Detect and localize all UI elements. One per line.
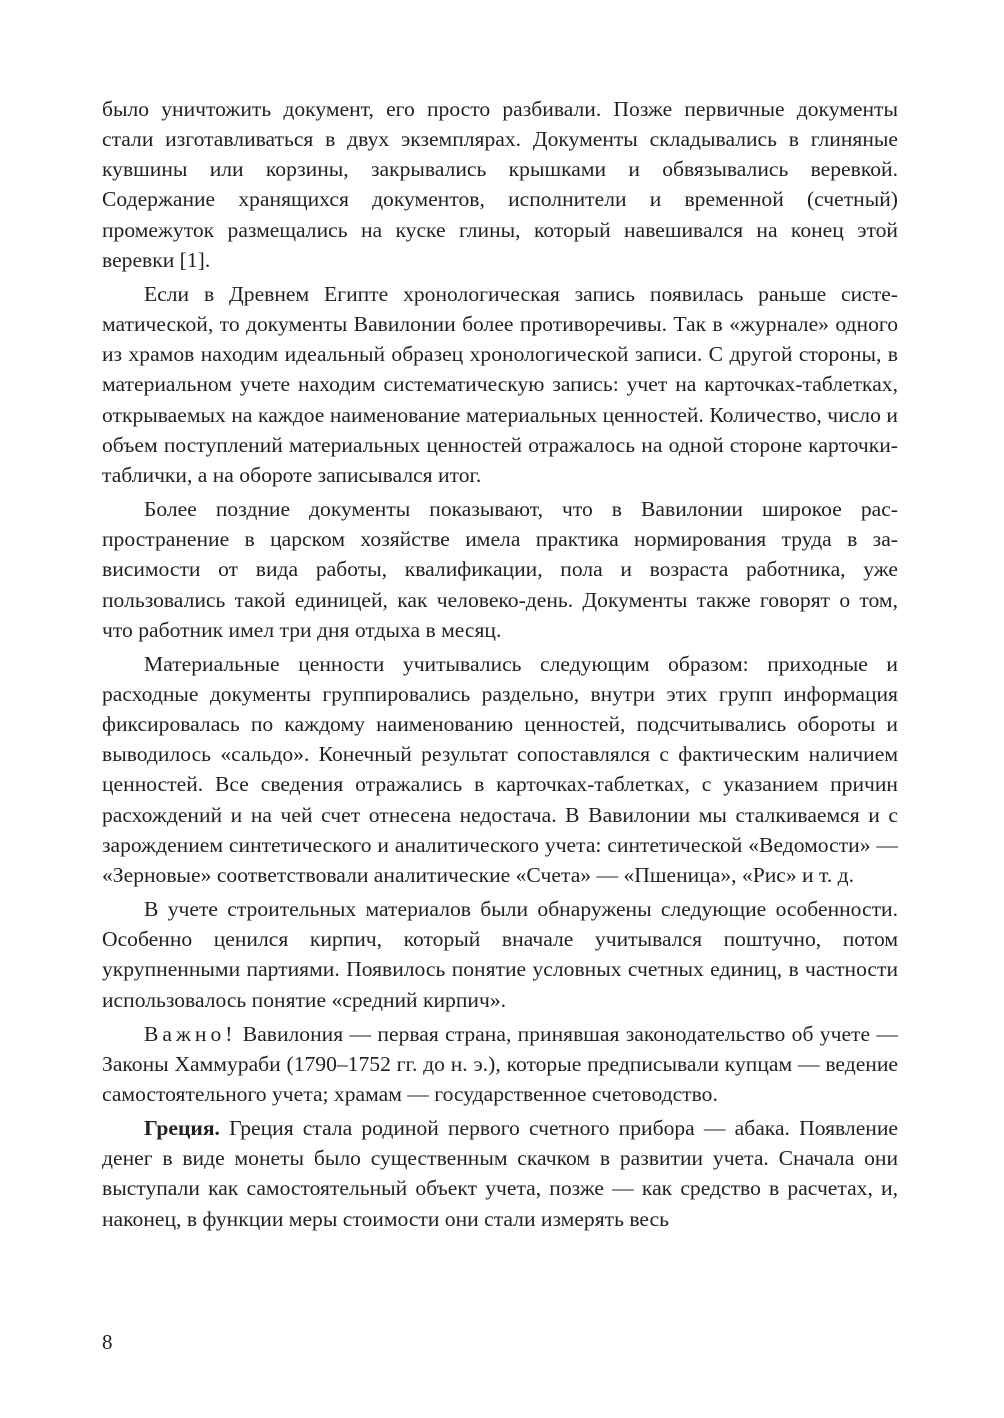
paragraph-7-text: Греция стала родиной первого счетного прибора — абака. Появление денег в виде монеты было существенным скачком в развитии учета. Сначала они выступали как самостоятельный объект учета, позже — как средство в расчетах, и, наконец, в функции меры стоимости они стали измерять весь (102, 1116, 898, 1231)
paragraph-3 (102, 494, 898, 645)
paragraph-2-text: Если в Древнем Египте хронологическая запись появилась раньше систематической, то документы Вавилонии более противоречивы. Так в «журнале» одного из храмов находим идеальный образец хронологической записи. С другой стороны, в материальном учете находим систематическую запись: учет на карточках-таблетках, открываемых на каждое наименование материальных ценностей. Количество, число и объем поступлений материальных ценностей отражалось на одной стороне карточки-таблички, а на обороте записывался итог. (102, 281, 898, 487)
paragraph-4 (102, 649, 898, 890)
important-lead: Важно! (144, 1021, 237, 1046)
paragraph-1 (102, 94, 898, 275)
paragraph-1-text: было уничтожить документ, его просто разбивали. Позже первичные документы стали изготавливаться в двух экземплярах. Документы складывались в глиняные кувшины или корзины, закрывались крышками и обвязывались веревкой. Содержание хранящихся документов, исполнители и временной (счетный) промежуток размещались на куске глины, который навешивался на конец этой веревки [1]. (102, 97, 898, 272)
section-heading-greece: Греция. (144, 1116, 220, 1141)
paragraph-3-text: Более поздние документы показывают, что в Вавилонии широкое распространение в царском хозяйстве имела практика нормирования труда в зависимости от вида работы, квалификации, пола и возраста работника, уже пользовались такой единицей, как человеко-день. Документы также говорят о том, что работник имел три дня отдыха в месяц. (102, 497, 898, 642)
paragraph-5 (102, 894, 898, 1015)
page-body (102, 94, 898, 1238)
paragraph-6-text: Вавилония — первая страна, принявшая законодательство об учете — Законы Хаммураби (1790–1752 гг. до н. э.), которые предписывали купцам — ведение самостоятельного учета; храмам — государственное счетоводство. (102, 1021, 898, 1106)
paragraph-4-text: Материальные ценности учитывались следующим образом: приходные и расходные документы группировались раздельно, внутри этих групп информация фиксировалась по каждому наименованию ценностей, подсчитывались обороты и выводилось «сальдо». Конечный результат сопоставлялся с фактическим наличием ценностей. Все сведения отражались в карточках-таблетках, с указанием причин расхождений и на чей счет отнесена недостача. В Вавилонии мы сталкиваемся и с зарождением синтетического и аналитического учета: синтетической «Ведомости» — «Зерновые» соответствовали аналитические «Счета» — «Пшеница», «Рис» и т. д. (102, 651, 898, 887)
paragraph-5-text: В учете строительных материалов были обнаружены следующие особенности. Особенно ценился кирпич, который вначале учитывался поштучно, потом укрупненными партиями. Появилось понятие условных счетных единиц, в частности использовалось понятие «средний кирпич». (102, 897, 898, 1012)
paragraph-2 (102, 279, 898, 490)
paragraph-6 (102, 1019, 898, 1109)
page-number: 8 (102, 1330, 113, 1354)
paragraph-7 (102, 1113, 898, 1234)
